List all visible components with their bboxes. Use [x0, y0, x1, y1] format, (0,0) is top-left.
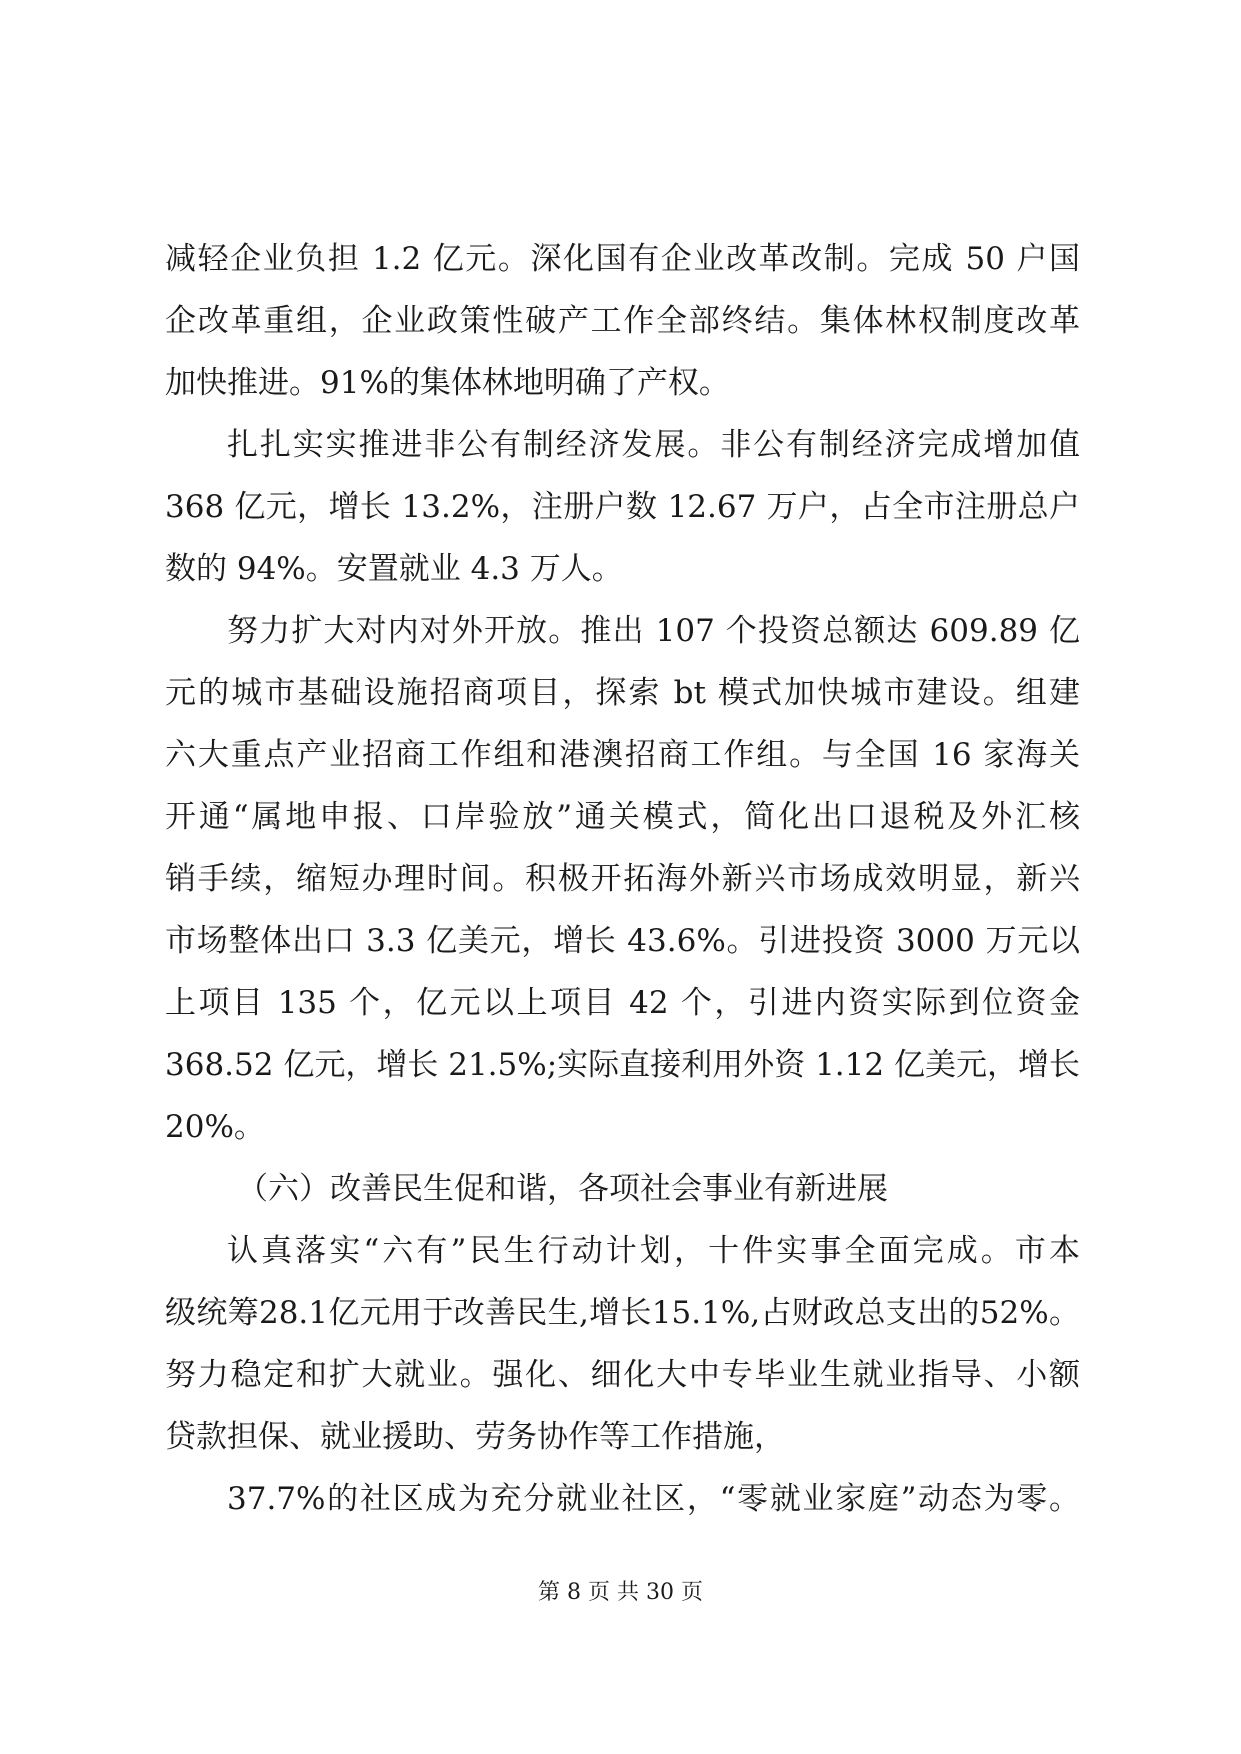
text-line: 上项目 135 个，亿元以上项目 42 个，引进内资实际到位资金 — [165, 985, 1080, 1021]
text-line: 37.7%的社区成为充分就业社区，“零就业家庭”动态为零。 — [227, 1481, 1080, 1517]
text-line: 级统筹28.1亿元用于改善民生,增长15.1%,占财政总支出的52%。 — [165, 1295, 1080, 1331]
text-line: 努力稳定和扩大就业。强化、细化大中专毕业生就业指导、小额 — [165, 1357, 1080, 1393]
text-line: 贷款担保、就业援助、劳务协作等工作措施， — [165, 1419, 785, 1455]
page-footer: 第 8 页 共 30 页 — [538, 1580, 703, 1605]
text-line: 368 亿元，增长 13.2%，注册户数 12.67 万户，占全市注册总户 — [165, 489, 1080, 525]
text-line: 加快推进。91%的集体林地明确了产权。 — [165, 365, 730, 401]
text-line: 扎扎实实推进非公有制经济发展。非公有制经济完成增加值 — [227, 427, 1080, 463]
text-line: 368.52 亿元，增长 21.5%;实际直接利用外资 1.12 亿美元，增长 — [165, 1047, 1080, 1083]
text-line: 市场整体出口 3.3 亿美元，增长 43.6%。引进投资 3000 万元以 — [165, 923, 1080, 959]
text-line: 销手续，缩短办理时间。积极开拓海外新兴市场成效明显，新兴 — [165, 861, 1080, 897]
text-line: 认真落实“六有”民生行动计划，十件实事全面完成。市本 — [227, 1233, 1080, 1269]
text-line: 开通“属地申报、口岸验放”通关模式，简化出口退税及外汇核 — [165, 799, 1080, 835]
text-line: 数的 94%。安置就业 4.3 万人。 — [165, 551, 623, 587]
text-line: 努力扩大对内对外开放。推出 107 个投资总额达 609.89 亿 — [227, 613, 1080, 649]
section-heading: （六）改善民生促和谐，各项社会事业有新进展 — [237, 1171, 888, 1207]
text-line: 六大重点产业招商工作组和港澳招商工作组。与全国 16 家海关 — [165, 737, 1080, 773]
text-line: 20%。 — [165, 1109, 265, 1145]
document-body — [165, 228, 1080, 1530]
text-line: 元的城市基础设施招商项目，探索 bt 模式加快城市建设。组建 — [165, 675, 1080, 711]
text-line: 企改革重组，企业政策性破产工作全部终结。集体林权制度改革 — [165, 303, 1080, 339]
text-line: 减轻企业负担 1.2 亿元。深化国有企业改革改制。完成 50 户国 — [165, 241, 1080, 277]
